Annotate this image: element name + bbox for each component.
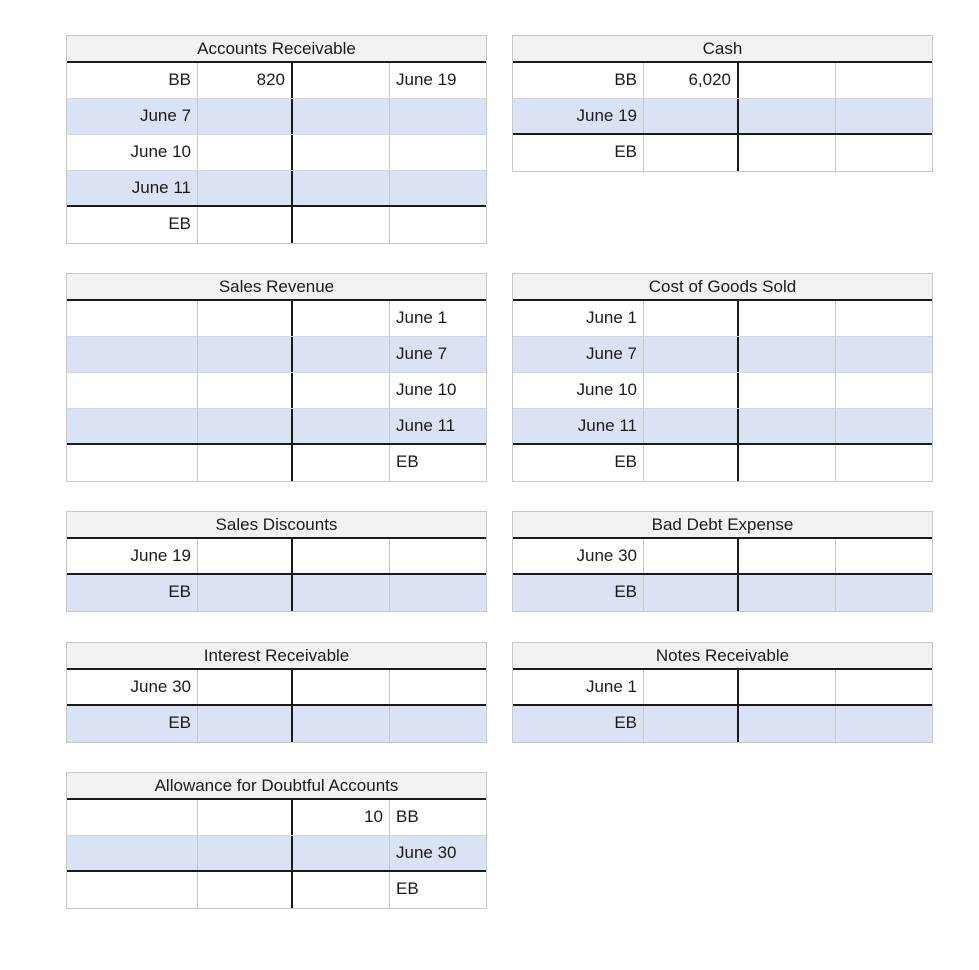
debit-amount-cell[interactable] <box>198 171 293 205</box>
credit-amount-cell[interactable] <box>293 539 390 573</box>
debit-amount-cell[interactable] <box>198 800 293 835</box>
debit-amount-cell[interactable] <box>644 135 739 171</box>
credit-amount-cell[interactable] <box>739 445 836 481</box>
debit-date-cell[interactable]: EB <box>513 445 644 481</box>
ledger-row <box>513 99 932 135</box>
ledger-row <box>67 800 486 836</box>
debit-amount-cell[interactable] <box>198 670 293 704</box>
debit-date-cell[interactable] <box>67 836 198 870</box>
debit-amount-cell[interactable] <box>644 99 739 133</box>
credit-date-cell[interactable]: June 10 <box>396 380 457 399</box>
credit-date-cell[interactable] <box>836 409 932 443</box>
credit-date-cell[interactable] <box>836 575 932 611</box>
debit-date-cell[interactable]: June 1 <box>513 670 644 704</box>
credit-amount-cell[interactable] <box>739 539 836 573</box>
debit-date-cell[interactable] <box>67 337 198 372</box>
debit-date-cell[interactable] <box>67 301 198 336</box>
t-account-title: Interest Receivable <box>67 643 486 670</box>
credit-amount-cell[interactable] <box>739 99 836 133</box>
credit-amount-cell[interactable] <box>293 337 390 372</box>
accounts-receivable-t-account <box>66 35 487 244</box>
ledger-row <box>513 63 932 99</box>
credit-date-cell[interactable] <box>836 301 932 336</box>
credit-amount-cell[interactable] <box>293 373 390 408</box>
credit-amount-cell[interactable] <box>293 301 390 336</box>
debit-amount-cell[interactable] <box>644 409 739 443</box>
debit-date-cell[interactable] <box>67 800 198 835</box>
debit-date-cell[interactable]: June 11 <box>67 171 198 205</box>
debit-amount-cell[interactable] <box>198 135 293 170</box>
debit-date-cell[interactable]: June 1 <box>513 301 644 336</box>
ledger-row <box>513 706 932 742</box>
ledger-row <box>513 575 932 611</box>
credit-amount-cell[interactable] <box>293 135 390 170</box>
credit-date-cell[interactable] <box>390 670 486 704</box>
debit-amount-cell[interactable] <box>644 575 739 611</box>
debit-date-cell[interactable]: BB <box>67 63 198 98</box>
allowance-for-doubtful-accounts-t-account <box>66 772 487 909</box>
credit-amount-cell[interactable] <box>293 171 390 205</box>
credit-amount-cell[interactable] <box>739 373 836 408</box>
credit-date-cell[interactable] <box>836 135 932 171</box>
ledger-row <box>67 836 486 872</box>
debit-date-cell[interactable]: June 19 <box>513 99 644 133</box>
debit-amount-cell[interactable] <box>198 409 293 443</box>
notes-receivable-t-account <box>512 642 933 743</box>
credit-date-cell[interactable] <box>836 99 932 133</box>
debit-date-cell[interactable]: June 19 <box>67 539 198 573</box>
debit-amount-cell[interactable] <box>644 301 739 336</box>
credit-date-cell[interactable] <box>390 539 486 573</box>
credit-amount-cell[interactable] <box>293 670 390 704</box>
ledger-row <box>67 670 486 706</box>
ledger-row <box>513 301 932 337</box>
credit-date-cell[interactable] <box>390 99 486 134</box>
ledger-row <box>67 207 486 243</box>
debit-date-cell[interactable]: June 10 <box>513 373 644 408</box>
debit-date-cell[interactable]: EB <box>67 575 198 611</box>
debit-date-cell[interactable]: June 30 <box>513 539 644 573</box>
ledger-row <box>67 373 486 409</box>
credit-amount-cell[interactable] <box>293 445 390 481</box>
debit-amount-cell[interactable]: 820 <box>198 63 293 98</box>
ledger-row <box>67 539 486 575</box>
debit-date-cell[interactable]: June 30 <box>67 670 198 704</box>
debit-date-cell[interactable] <box>67 872 198 908</box>
debit-amount-cell[interactable]: 6,020 <box>644 63 739 98</box>
debit-amount-cell[interactable] <box>198 575 293 611</box>
debit-amount-cell[interactable] <box>198 445 293 481</box>
t-account-title: Accounts Receivable <box>67 36 486 63</box>
ledger-row <box>67 337 486 373</box>
ledger-row <box>513 539 932 575</box>
interest-receivable-t-account <box>66 642 487 743</box>
debit-date-cell[interactable]: June 7 <box>513 337 644 372</box>
debit-amount-cell[interactable] <box>198 373 293 408</box>
ledger-row <box>513 373 932 409</box>
credit-amount-cell[interactable] <box>739 301 836 336</box>
debit-date-cell[interactable]: BB <box>513 63 644 98</box>
credit-amount-cell[interactable] <box>293 836 390 870</box>
debit-date-cell[interactable]: June 11 <box>513 409 644 443</box>
credit-date-cell[interactable] <box>390 207 486 243</box>
debit-amount-cell[interactable] <box>644 337 739 372</box>
credit-amount-cell[interactable] <box>293 575 390 611</box>
credit-amount-cell[interactable] <box>739 575 836 611</box>
credit-date-cell[interactable]: EB <box>396 452 419 471</box>
debit-amount-cell[interactable] <box>644 706 739 742</box>
debit-amount-cell[interactable] <box>198 207 293 243</box>
sales-revenue-t-account <box>66 273 487 482</box>
ledger-row <box>67 135 486 171</box>
credit-date-cell[interactable]: June 1 <box>396 308 448 327</box>
ledger-row <box>513 337 932 373</box>
credit-date-cell[interactable]: June 7 <box>396 344 448 363</box>
credit-date-cell[interactable]: June 11 <box>396 416 456 435</box>
credit-amount-cell[interactable] <box>293 409 390 443</box>
debit-date-cell[interactable]: EB <box>513 135 644 171</box>
credit-date-cell[interactable] <box>836 539 932 573</box>
t-account-title: Bad Debt Expense <box>513 512 932 539</box>
ledger-row <box>67 63 486 99</box>
t-account-title: Cash <box>513 36 932 63</box>
credit-date-cell[interactable] <box>836 373 932 408</box>
ledger-row <box>67 706 486 742</box>
ledger-row <box>67 171 486 207</box>
credit-date-cell[interactable]: EB <box>396 879 419 898</box>
debit-date-cell[interactable]: EB <box>67 706 198 742</box>
debit-amount-cell[interactable] <box>198 301 293 336</box>
debit-date-cell[interactable] <box>67 373 198 408</box>
debit-amount-cell[interactable] <box>198 836 293 870</box>
credit-date-cell[interactable]: BB <box>396 807 419 826</box>
credit-date-cell[interactable] <box>836 670 932 704</box>
ledger-row <box>513 445 932 481</box>
credit-date-cell[interactable] <box>836 706 932 742</box>
credit-amount-cell[interactable] <box>739 337 836 372</box>
ledger-row <box>67 99 486 135</box>
credit-amount-cell[interactable] <box>293 706 390 742</box>
debit-date-cell[interactable] <box>67 409 198 443</box>
ledger-row <box>67 301 486 337</box>
debit-amount-cell[interactable] <box>198 337 293 372</box>
credit-amount-cell[interactable] <box>739 706 836 742</box>
cash-t-account <box>512 35 933 172</box>
ledger-row <box>513 135 932 171</box>
debit-amount-cell[interactable] <box>644 539 739 573</box>
t-account-title: Cost of Goods Sold <box>513 274 932 301</box>
ledger-row <box>513 670 932 706</box>
debit-amount-cell[interactable] <box>198 706 293 742</box>
credit-amount-cell[interactable]: 10 <box>293 800 390 835</box>
credit-date-cell[interactable] <box>836 337 932 372</box>
credit-date-cell[interactable] <box>836 63 932 98</box>
credit-amount-cell[interactable] <box>293 63 390 98</box>
ledger-row <box>67 575 486 611</box>
credit-date-cell[interactable] <box>390 135 486 170</box>
sales-discounts-t-account <box>66 511 487 612</box>
credit-date-cell[interactable]: June 30 <box>396 843 457 862</box>
debit-date-cell[interactable]: EB <box>513 575 644 611</box>
credit-amount-cell[interactable] <box>293 207 390 243</box>
t-account-title: Allowance for Doubtful Accounts <box>67 773 486 800</box>
credit-date-cell[interactable] <box>390 575 486 611</box>
credit-date-cell[interactable] <box>390 171 486 205</box>
credit-amount-cell[interactable] <box>739 63 836 98</box>
t-account-title: Sales Discounts <box>67 512 486 539</box>
debit-amount-cell[interactable] <box>198 99 293 134</box>
credit-date-cell[interactable] <box>836 445 932 481</box>
credit-amount-cell[interactable] <box>739 670 836 704</box>
debit-date-cell[interactable]: EB <box>67 207 198 243</box>
debit-amount-cell[interactable] <box>198 539 293 573</box>
debit-date-cell[interactable]: EB <box>513 706 644 742</box>
debit-date-cell[interactable]: June 7 <box>67 99 198 134</box>
ledger-row <box>67 872 486 908</box>
ledger-row <box>513 409 932 445</box>
debit-date-cell[interactable] <box>67 445 198 481</box>
credit-amount-cell[interactable] <box>739 409 836 443</box>
cost-of-goods-sold-t-account <box>512 273 933 482</box>
debit-amount-cell[interactable] <box>198 872 293 908</box>
debit-amount-cell[interactable] <box>644 670 739 704</box>
debit-amount-cell[interactable] <box>644 445 739 481</box>
t-account-title: Sales Revenue <box>67 274 486 301</box>
t-account-title: Notes Receivable <box>513 643 932 670</box>
ledger-row <box>67 445 486 481</box>
credit-amount-cell[interactable] <box>293 872 390 908</box>
credit-date-cell[interactable]: June 19 <box>396 70 457 89</box>
debit-amount-cell[interactable] <box>644 373 739 408</box>
bad-debt-expense-t-account <box>512 511 933 612</box>
credit-amount-cell[interactable] <box>293 99 390 134</box>
credit-date-cell[interactable] <box>390 706 486 742</box>
debit-date-cell[interactable]: June 10 <box>67 135 198 170</box>
credit-amount-cell[interactable] <box>739 135 836 171</box>
ledger-row <box>67 409 486 445</box>
